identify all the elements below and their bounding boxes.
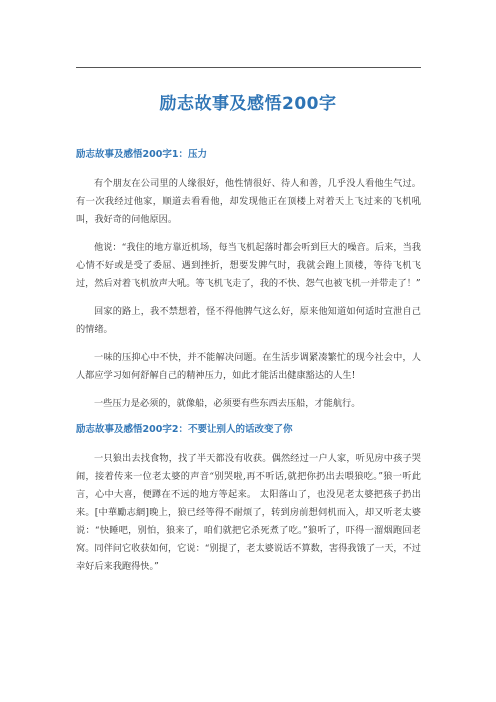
- paragraph: 一只狼出去找食物，找了半天都没有收获。偶然经过一户人家，听见房中孩子哭闹，接着传来一位老太婆的声音“别哭啦,再不听话,就把你扔出去喂狼吃。”狼一听此言，心中大喜，便蹲在不远的地方等起来。 太阳落山了，也没见老太婆把孩子扔出来。[中華勵志網]晚上，狼已经等得不耐烦了，转到房前想伺机而入，却又听老太婆说：“快睡吧，别怕，狼来了，咱们就把它杀死煮了吃。”狼听了，吓得一溜烟跑回老窝。同伴问它收获如何，它说：“别提了，老太婆说话不算数，害得我饿了一天，不过幸好后来我跑得快。”: [76, 453, 421, 572]
- paragraph: 回家的路上，我不禁想着，怪不得他脾气这么好，原来他知道如何适时宣泄自己的情绪。: [76, 306, 421, 335]
- paragraph: 一味的压抑心中不快，并不能解决问题。在生活步调紧凑繁忙的现今社会中，人人都应学习如何舒解自己的精神压力，如此才能活出健康豁达的人生!: [76, 352, 421, 381]
- paragraph: 他说：“我住的地方靠近机场，每当飞机起落时都会听到巨大的噪音。后来，当我心情不好或是受了委屈、遇到挫折，想要发脾气时，我就会跑上顶楼，等待飞机飞过，然后对着飞机放声大吼。等飞机飞走了，我的不快、怨气也被飞机一并带走了！”: [76, 242, 421, 289]
- document-title: 励志故事及感悟200字: [159, 94, 337, 114]
- document-body: [76, 148, 421, 586]
- section-2: [76, 423, 421, 576]
- section-heading: 励志故事及感悟200字1：压力: [76, 149, 207, 160]
- section-1: [76, 148, 421, 413]
- paragraph: 有个朋友在公司里的人缘很好，他性情很好、待人和善，几乎没人看他生气过。有一次我经过他家，顺道去看看他，却发现他正在顶楼上对着天上飞过来的飞机吼叫，我好奇的问他原因。: [76, 178, 421, 225]
- section-heading: 励志故事及感悟200字2：不要让别人的话改变了你: [76, 424, 293, 435]
- header-rule: [76, 67, 421, 68]
- paragraph: 一些压力是必须的，就像船，必须要有些东西去压船，才能航行。: [94, 398, 361, 409]
